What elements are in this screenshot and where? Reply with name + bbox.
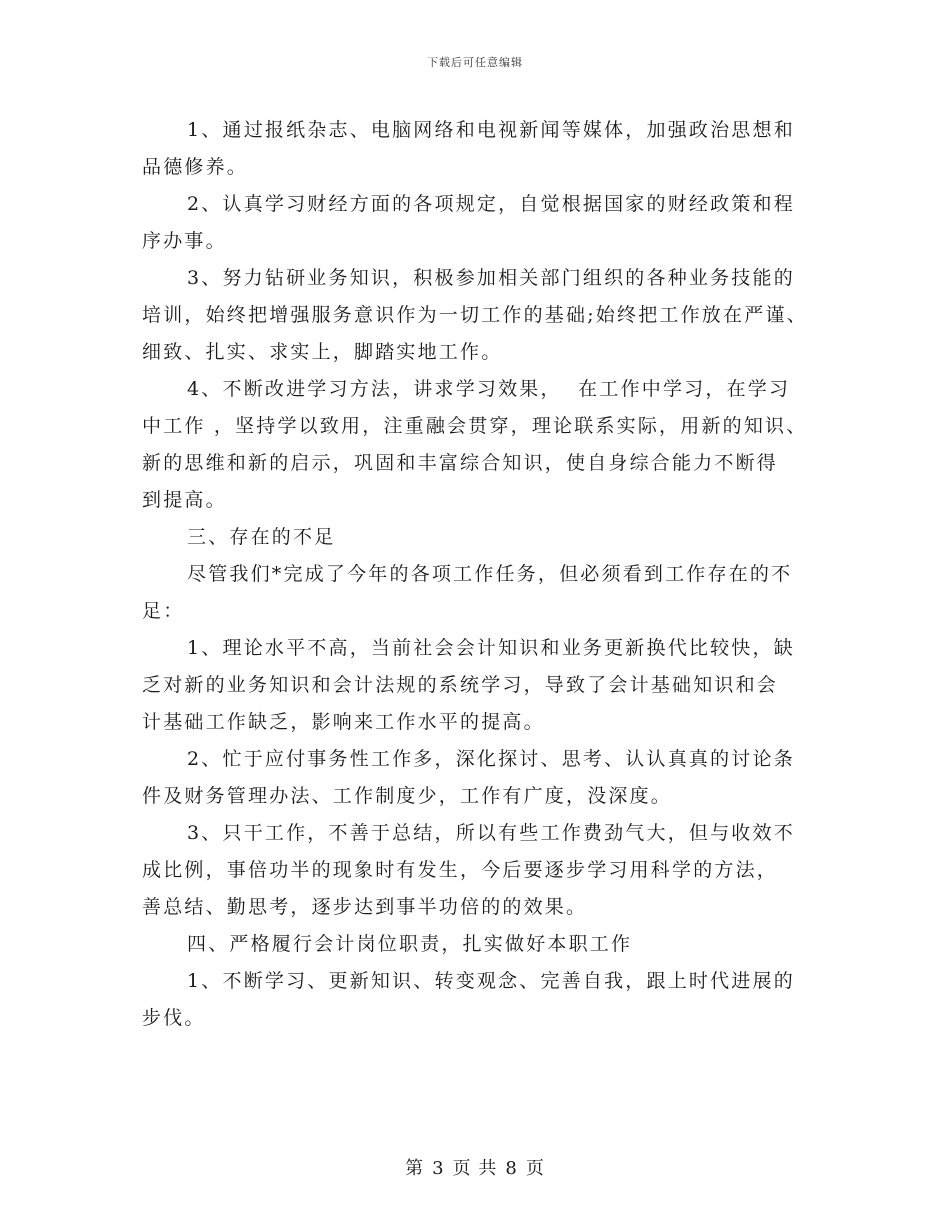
paragraph-line: 培训，始终把增强服务意识作为一切工作的基础;始终把工作放在严谨、 [142, 304, 808, 326]
paragraph-line: 足： [142, 600, 185, 622]
header-note: 下载后可任意编辑 [427, 56, 523, 69]
paragraph-line: 2、认真学习财经方面的各项规定，自觉根据国家的财经政策和程 [187, 193, 795, 215]
page-number [0, 1154, 950, 1180]
page-total: 8 [505, 1158, 518, 1179]
paragraph-line: 品德修养。 [142, 156, 249, 178]
paragraph-line: 计基础工作缺乏，影响来工作水平的提高。 [142, 711, 545, 733]
paragraph-line: 4、不断改进学习方法，讲求学习效果， 在工作中学习，在学习 [187, 378, 791, 400]
paragraph-line: 1、理论水平不高，当前社会会计知识和业务更新换代比较快，缺 [187, 637, 795, 659]
page-middle: 页 共 [452, 1158, 498, 1179]
paragraph-line: 序办事。 [142, 230, 227, 252]
paragraph-line: 件及财务管理办法、工作制度少，工作有广度，没深度。 [142, 785, 673, 807]
paragraph-line: 1、不断学习、更新知识、转变观念、完善自我，跟上时代进展的 [187, 970, 795, 992]
paragraph-line: 成比例，事倍功半的现象时有发生，今后要逐步学习用科学的方法， [142, 859, 779, 881]
paragraph-line: 善总结、勤思考，逐步达到事半功倍的的效果。 [142, 896, 588, 918]
page-suffix: 页 [525, 1158, 545, 1179]
paragraph-line: 步伐。 [142, 1007, 206, 1029]
paragraph-line: 到提高。 [142, 489, 227, 511]
paragraph-line: 3、只干工作，不善于总结，所以有些工作费劲气大，但与收效不 [187, 822, 795, 844]
paragraph-line: 3、努力钻研业务知识，积极参加相关部门组织的各种业务技能的 [187, 267, 795, 289]
paragraph-line: 中工作 ，坚持学以致用，注重融会贯穿，理论联系实际，用新的知识、 [142, 415, 808, 437]
paragraph-line: 细致、扎实、求实上，脚踏实地工作。 [142, 341, 503, 363]
paragraph-line: 2、忙于应付事务性工作多，深化探讨、思考、认认真真的讨论条 [187, 748, 795, 770]
document-body [142, 112, 822, 1037]
paragraph-line: 三、存在的不足 [187, 526, 336, 548]
page-current: 3 [432, 1158, 445, 1179]
paragraph-line: 新的思维和新的启示，巩固和丰富综合知识，使自身综合能力不断得 [142, 452, 779, 474]
paragraph-line: 尽管我们*完成了今年的各项工作任务，但必须看到工作存在的不 [187, 563, 793, 585]
paragraph-line: 乏对新的业务知识和会计法规的系统学习，导致了会计基础知识和会 [142, 674, 779, 696]
paragraph-line: 1、通过报纸杂志、电脑网络和电视新闻等媒体，加强政治思想和 [187, 119, 795, 141]
paragraph-line: 四、严格履行会计岗位职责，扎实做好本职工作 [187, 933, 633, 955]
page-prefix: 第 [405, 1158, 425, 1179]
